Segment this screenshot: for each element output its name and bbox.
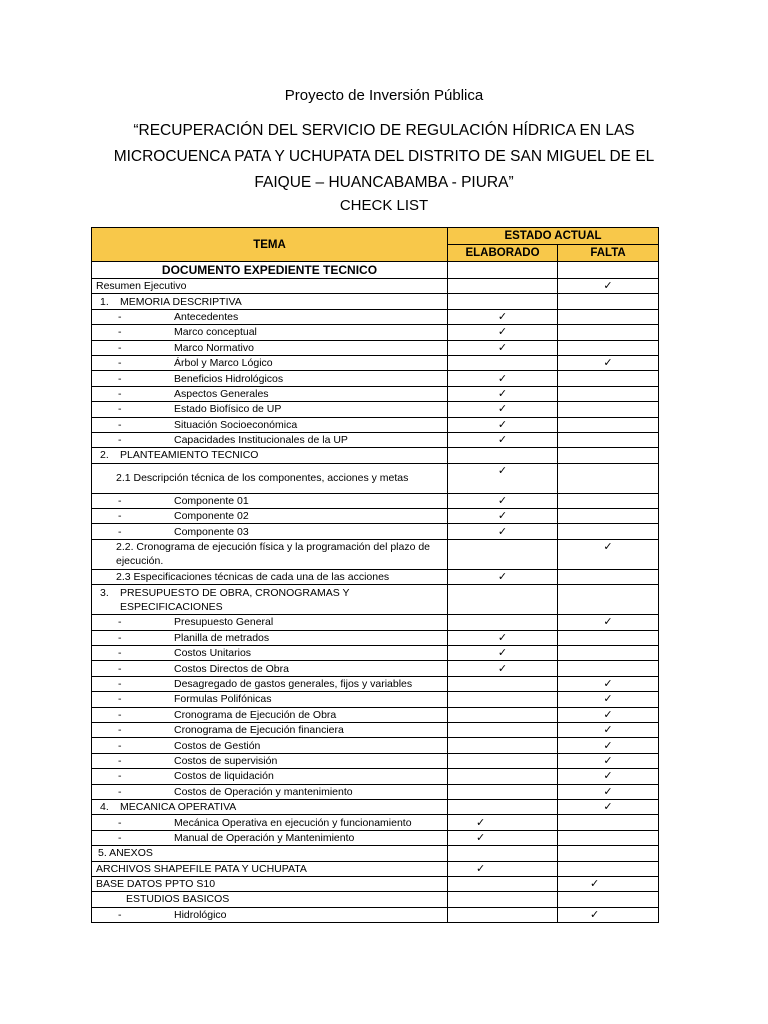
- check-icon: ✓: [603, 801, 613, 814]
- checklist-heading: CHECK LIST: [339, 197, 429, 214]
- check-icon: ✓: [603, 754, 613, 767]
- table-row: - Desagregado de gastos generales, fijos y variables ✓: [92, 676, 659, 691]
- check-icon: ✓: [497, 326, 508, 339]
- table-row: 4. MECANICA OPERATIVA ✓: [92, 799, 659, 814]
- check-icon: ✓: [497, 387, 508, 400]
- check-icon: ✓: [497, 494, 508, 507]
- table-row: - Costos de liquidación ✓: [92, 769, 659, 784]
- check-icon: ✓: [476, 816, 486, 829]
- table-row: - Situación Socioeconómica ✓: [92, 417, 659, 432]
- check-icon: ✓: [603, 724, 613, 737]
- check-icon: ✓: [497, 525, 508, 538]
- table-row: - Cronograma de Ejecución de Obra ✓: [92, 707, 659, 722]
- table-row: 2.3 Especificaciones técnicas de cada una de las acciones ✓: [92, 569, 659, 584]
- check-icon: ✓: [497, 403, 508, 416]
- table-row: 3. PRESUPUESTO DE OBRA, CRONOGRAMAS Y ESPECIFICACIONES: [92, 585, 659, 615]
- table-row: 1. MEMORIA DESCRIPTIVA: [92, 294, 659, 309]
- table-row: 2.2. Cronograma de ejecución física y la programación del plazo de ejecución. ✓: [92, 539, 659, 569]
- table-row: - Beneficios Hidrológicos ✓: [92, 371, 659, 386]
- elaborado-header: ELABORADO: [448, 245, 558, 262]
- table-row: - Cronograma de Ejecución financiera ✓: [92, 722, 659, 737]
- table-row: - Estado Biofísico de UP ✓: [92, 402, 659, 417]
- check-icon: ✓: [603, 739, 613, 752]
- check-icon: ✓: [603, 693, 613, 706]
- table-row: - Hidrológico ✓: [92, 907, 659, 922]
- table-row: - Componente 02 ✓: [92, 509, 659, 524]
- check-icon: ✓: [497, 510, 508, 523]
- check-icon: ✓: [603, 785, 613, 798]
- table-row: - Marco Normativo ✓: [92, 340, 659, 355]
- check-icon: ✓: [603, 708, 613, 721]
- check-icon: ✓: [603, 616, 613, 629]
- tema-header: TEMA: [92, 228, 448, 262]
- table-row: - Costos de supervisión ✓: [92, 753, 659, 768]
- check-icon: ✓: [497, 647, 508, 660]
- table-row: - Componente 01 ✓: [92, 493, 659, 508]
- check-icon: ✓: [497, 310, 508, 323]
- table-row: - Manual de Operación y Mantenimiento ✓: [92, 830, 659, 845]
- check-icon: ✓: [497, 434, 508, 447]
- table-row: - Capacidades Institucionales de la UP ✓: [92, 432, 659, 447]
- table-row: - Componente 03 ✓: [92, 524, 659, 539]
- table-row: - Antecedentes ✓: [92, 309, 659, 324]
- check-icon: ✓: [497, 341, 508, 354]
- check-icon: ✓: [497, 418, 508, 431]
- table-row: 5. ANEXOS: [92, 846, 659, 861]
- document-type: Proyecto de Inversión Pública: [284, 87, 484, 104]
- check-icon: ✓: [603, 678, 613, 690]
- table-row: - Marco conceptual ✓: [92, 325, 659, 340]
- table-row: - Planilla de metrados ✓: [92, 630, 659, 645]
- table-row: - Costos Directos de Obra ✓: [92, 661, 659, 676]
- section-title: DOCUMENTO EXPEDIENTE TECNICO: [92, 262, 448, 279]
- check-icon: ✓: [603, 770, 613, 783]
- table-row: - Costos Unitarios ✓: [92, 646, 659, 661]
- check-icon: ✓: [603, 280, 613, 293]
- check-icon: ✓: [476, 831, 486, 844]
- table-row: - Mecánica Operativa en ejecución y funcionamiento ✓: [92, 815, 659, 830]
- check-icon: ✓: [497, 631, 508, 644]
- table-row: - Costos de Gestión ✓: [92, 738, 659, 753]
- project-title: “RECUPERACIÓN DEL SERVICIO DE REGULACIÓN HÍDRICA EN LAS MICROCUENCA PATA Y UCHUPATA DEL DISTRITO DE SAN MIGUEL DE EL FAIQUE – HUANCABAMBA - PIURA”: [113, 122, 655, 191]
- table-row: 2. PLANTEAMIENTO TECNICO: [92, 448, 659, 463]
- table-row: Resumen Ejecutivo ✓: [92, 279, 659, 294]
- table-row: - Costos de Operación y mantenimiento ✓: [92, 784, 659, 799]
- check-icon: ✓: [603, 540, 613, 553]
- table-row: - Aspectos Generales ✓: [92, 386, 659, 401]
- falta-header: FALTA: [558, 245, 659, 262]
- table-row: BASE DATOS PPTO S10 ✓: [92, 876, 659, 891]
- table-row: 2.1 Descripción técnica de los componentes, acciones y metas ✓: [92, 463, 659, 493]
- table-row: - Presupuesto General ✓: [92, 615, 659, 630]
- check-icon: ✓: [497, 372, 508, 385]
- check-icon: ✓: [590, 878, 600, 891]
- checklist-table: [91, 227, 659, 923]
- table-row: ESTUDIOS BASICOS: [92, 892, 659, 907]
- check-icon: ✓: [497, 464, 508, 477]
- estado-actual-header: ESTADO ACTUAL: [448, 228, 659, 245]
- table-row: - Árbol y Marco Lógico ✓: [92, 355, 659, 370]
- check-icon: ✓: [603, 357, 613, 370]
- check-icon: ✓: [590, 908, 600, 921]
- table-row: ARCHIVOS SHAPEFILE PATA Y UCHUPATA ✓: [92, 861, 659, 876]
- check-icon: ✓: [476, 862, 486, 875]
- table-row: - Formulas Polifónicas ✓: [92, 692, 659, 707]
- check-icon: ✓: [497, 662, 508, 675]
- check-icon: ✓: [497, 571, 508, 584]
